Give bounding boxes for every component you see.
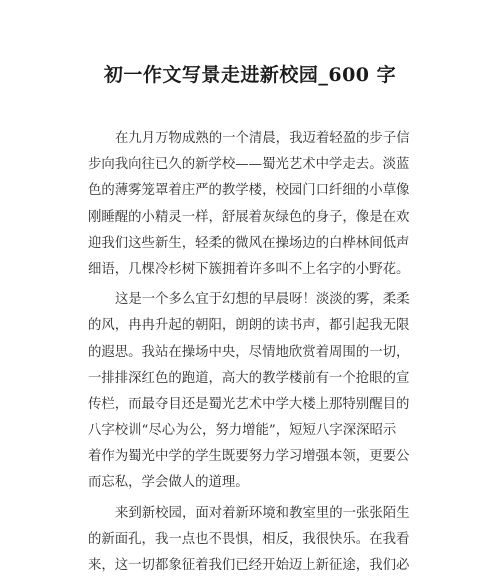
text-line: 来，这一切都象征着我们已经开始迈上新征途，我们必 — [88, 558, 410, 573]
document-title: 初一作文写景走进新校园_600 字 — [103, 64, 397, 86]
text-line: 迎我们这些新生，轻柔的微风在操场边的白桦林间低声 — [88, 235, 410, 251]
text-line: 刚睡醒的小精灵一样，舒展着灰绿色的身子，像是在欢 — [88, 209, 410, 225]
text-line: 八字校训“尽心为公，努力增能”，短短八字深深昭示 — [88, 423, 397, 439]
text-line: 的新面孔，我一点也不畏惧，相反，我很快乐。在我看 — [88, 531, 410, 547]
text-line: 一排排深红色的跑道，高大的教学楼前有一个抢眼的宣 — [88, 370, 410, 386]
paragraph-3 — [88, 501, 418, 579]
text-line: 在九月万物成熟的一个清晨，我迈着轻盈的步子信 — [115, 131, 410, 146]
document-body — [88, 126, 418, 579]
paragraph-2 — [88, 287, 418, 497]
text-line: 着作为蜀光中学的学生既要努力学习增强本领，更要公 — [88, 449, 410, 465]
text-line: 的遐思。我站在操场中央，尽情地欣赏着周围的一切， — [88, 344, 410, 360]
text-line: 色的薄雾笼罩着庄严的教学楼，校园门口纤细的小草像 — [88, 183, 410, 199]
text-line: 的风，冉冉升起的朝阳，朗朗的读书声，都引起我无限 — [88, 318, 410, 334]
text-line: 细语，几棵冷杉树下簇拥着许多叫不上名字的小野花。 — [88, 261, 410, 277]
text-line: 而忘私，学会做人的道理。 — [88, 475, 249, 491]
text-line: 步向我向往已久的新学校——蜀光艺术中学走去。淡蓝 — [88, 157, 410, 173]
paragraph-1 — [88, 126, 418, 283]
text-line: 这是一个多么宜于幻想的早晨呀！淡淡的雾，柔柔 — [115, 292, 410, 308]
text-line: 来到新校园，面对着新环境和教室里的一张张陌生 — [115, 505, 410, 521]
text-line: 传栏，而最夺目还是蜀光艺术中学大楼上那特别醒目的 — [88, 396, 410, 412]
